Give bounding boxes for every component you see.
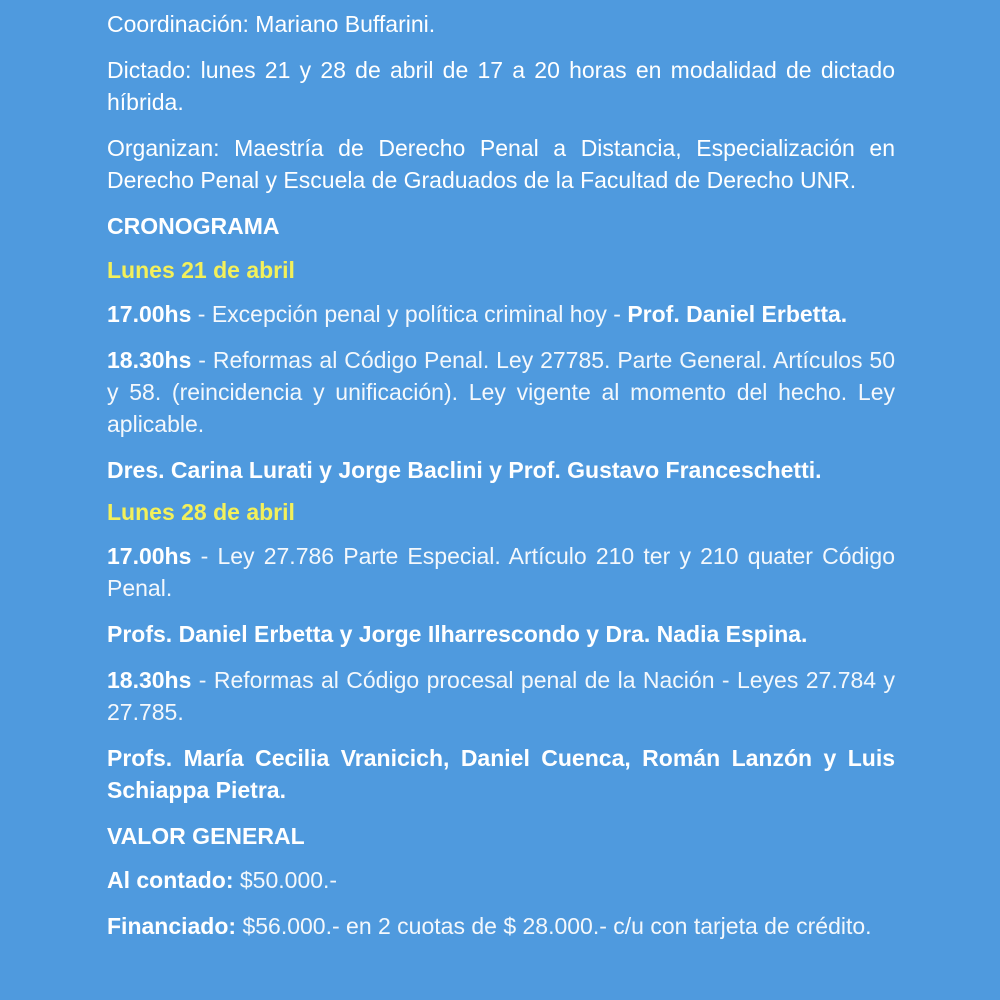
day-1-item-2-speakers: Dres. Carina Lurati y Jorge Baclini y Prof. Gustavo Franceschetti. <box>107 457 822 483</box>
day-1-item-2 <box>107 344 895 440</box>
valor-financiado <box>107 910 895 942</box>
item-topic: - Ley 27.786 Parte Especial. Artículo 210 ter y 210 quater Código Penal. <box>107 543 895 601</box>
item-time: 17.00hs <box>107 543 192 569</box>
day-2-label: Lunes 28 de abril <box>107 499 295 525</box>
day-2-item-1 <box>107 540 895 604</box>
contado-value: $50.000.- <box>233 867 338 893</box>
day-2-item-2-speakers: Profs. María Cecilia Vranicich, Daniel Cuenca, Román Lanzón y Luis Schiappa Pietra. <box>107 745 895 803</box>
item-topic: - Reformas al Código Penal. Ley 27785. Parte General. Artículos 50 y 58. (reincidencia y unificación). Ley vigente al momento del hecho. Ley aplicable. <box>107 347 895 437</box>
day-1-item-1 <box>107 298 895 330</box>
item-time: 18.30hs <box>107 347 192 373</box>
financiado-label: Financiado: <box>107 913 237 939</box>
item-time: 17.00hs <box>107 301 192 327</box>
coordinacion-text: Coordinación: Mariano Buffarini. <box>107 11 436 37</box>
financiado-value: $56.000.- en 2 cuotas de $ 28.000.- c/u con tarjeta de crédito. <box>236 913 872 939</box>
item-speakers: Prof. Daniel Erbetta. <box>627 301 848 327</box>
valor-heading: VALOR GENERAL <box>107 823 305 849</box>
flyer-content <box>107 8 895 956</box>
day-2-item-2 <box>107 664 895 728</box>
item-topic: - Reformas al Código procesal penal de la Nación - Leyes 27.784 y 27.785. <box>107 667 895 725</box>
item-topic: - Excepción penal y política criminal hoy - <box>191 301 628 327</box>
contado-label: Al contado: <box>107 867 234 893</box>
day-2-item-1-speakers: Profs. Daniel Erbetta y Jorge Ilharrescondo y Dra. Nadia Espina. <box>107 621 808 647</box>
item-time: 18.30hs <box>107 667 192 693</box>
organizan-text: Organizan: Maestría de Derecho Penal a Distancia, Especialización en Derecho Penal y Escuela de Graduados de la Facultad de Derecho UNR. <box>107 135 895 193</box>
cronograma-heading: CRONOGRAMA <box>107 213 280 239</box>
valor-contado <box>107 864 895 896</box>
dictado-text: Dictado: lunes 21 y 28 de abril de 17 a 20 horas en modalidad de dictado híbrida. <box>107 57 895 115</box>
day-1-label: Lunes 21 de abril <box>107 257 295 283</box>
